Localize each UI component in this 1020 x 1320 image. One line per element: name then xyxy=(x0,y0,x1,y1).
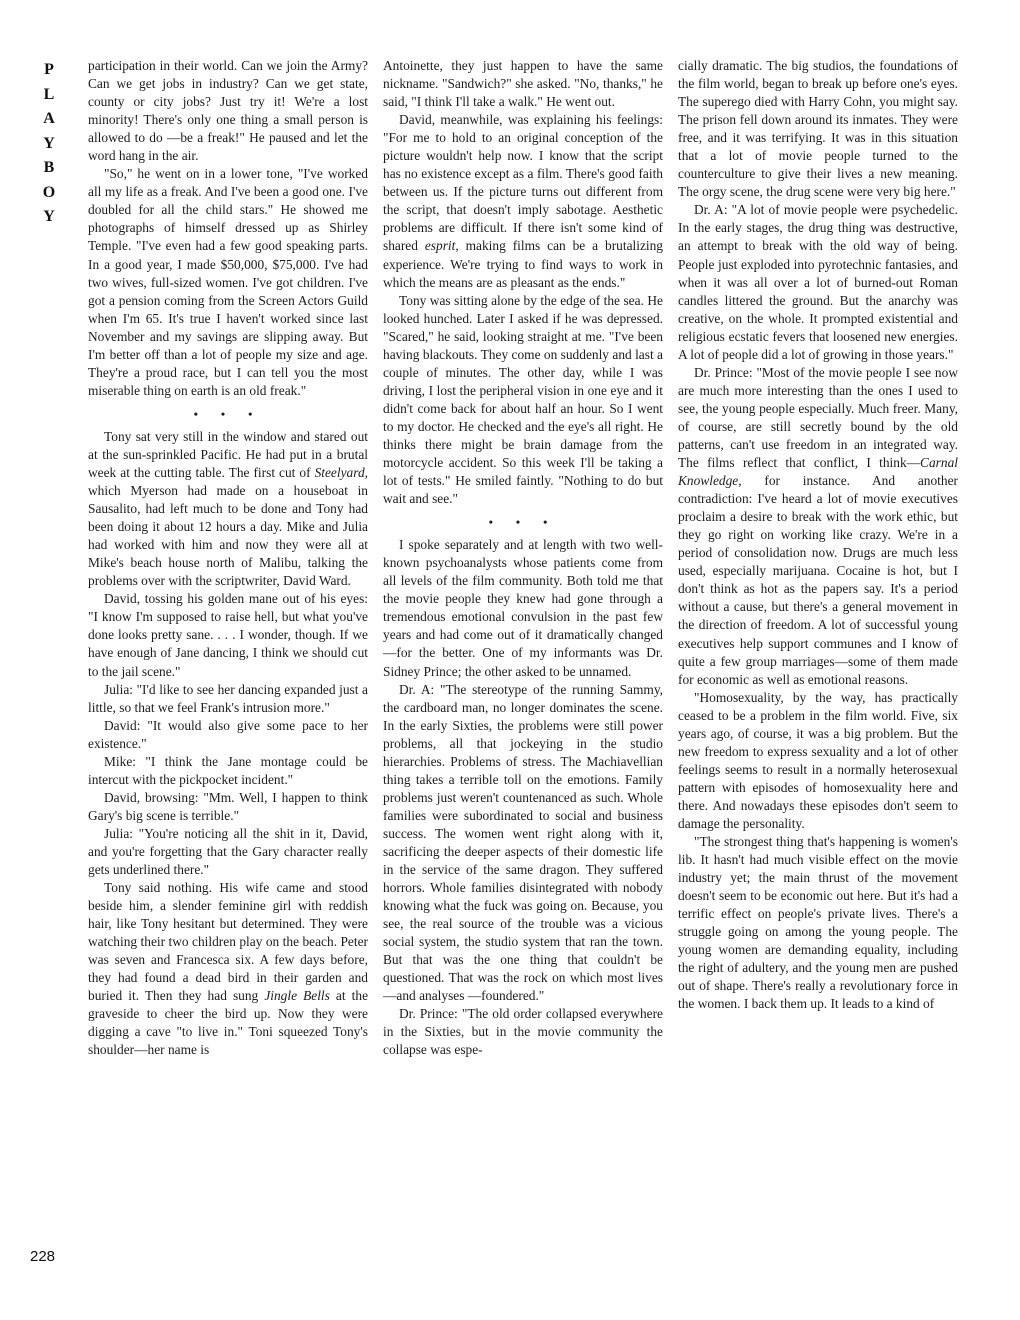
paragraph-text: at the graveside to cheer the bird up. Now they were digging a cave "to live in." Toni squeezed Tony's shoulder—her name is xyxy=(88,988,368,1058)
masthead-letter: P xyxy=(44,61,54,78)
paragraph: "So," he went on in a lower tone, "I've worked all my life as a freak. And I've been a good one. I've doubled for all the child stars." He showed me photographs of himself dressed up as Shirley Temple. "I've even had a few good speaking parts. In a good year, I made $50,000, $75,000. I've had two wives, full-sized women. I've got children. I've got a pension coming from the Screen Actors Guild when I'm 65. It's true I haven't worked since last November and my savings are slipping away. But I'm better off than a lot of people my size and age. They're a proud race, but I can tell you the most miserable thing on earth is an old freak." xyxy=(88,166,368,398)
paragraph-text: Tony said nothing. His wife came and stood beside him, a slender feminine girl with reddish hair, like Tony hesitant but determined. They were watching their two children play on the beach. Peter was seven and Francesca six. A few days before, they had found a dead bird in their garden and buried it. Then they had sung xyxy=(88,880,368,1004)
masthead-letter: Y xyxy=(43,134,55,152)
paragraph xyxy=(88,879,368,1059)
italic-word: esprit, xyxy=(424,238,459,254)
section-separator: • • • xyxy=(488,515,558,530)
paragraph: Dr. Prince: "The old order collapsed everywhere in the Sixties, but in the movie community the collapse was espe- xyxy=(383,1006,663,1058)
paragraph: Tony was sitting alone by the edge of the sea. He looked hunched. Later I asked if he was depressed. "Scared," he said, looking straight at me. "I've been having blackouts. They come on suddenly and last a couple of minutes. The other day, while I was driving, I lost the peripheral vision in one eye and it didn't come back for about half an hour. So I went to my doctor. He checked and the eye's all right. He thinks there might be brain damage from the motorcycle accident. So this week I'll be taking a lot of tests." He smiled faintly. "Nothing to do but wait and see." xyxy=(383,292,663,507)
film-title: Steelyard, xyxy=(314,464,368,480)
paragraph: Mike: "I think the Jane montage could be intercut with the pickpocket incident." xyxy=(88,753,368,787)
paragraph: "The strongest thing that's happening is women's lib. It hasn't had much visible effect on the movie industry yet; the main thrust of the movement doesn't seem to be economic out here. But it's had a terrific effect on people's private lives. There's a struggle going on among the young people. The young women are demanding equality, including the right of adultery, and the young men are pushed out of shape. There's really a revolutionary force in the women. I back them up. It leads to a kind of xyxy=(678,834,958,1012)
paragraph: David: "It would also give some pace to her existence." xyxy=(88,717,368,751)
paragraph-text: making films can be a brutalizing experience. We're trying to find ways to work in which the means are as pleasant as the ends." xyxy=(383,238,663,290)
paragraph: David, tossing his golden mane out of his eyes: "I know I'm supposed to raise hell, but what you've done looks pretty sane. . . . I wonder, though. If we have enough of Jane dancing, I think we should cut to the jail scene." xyxy=(88,591,368,679)
paragraph: Antoinette, they just happen to have the same nickname. "Sandwich?" she asked. "No, thanks," he said, "I think I'll take a walk." He went out. xyxy=(383,58,663,110)
paragraph-text: which Myerson had made on a houseboat in Sausalito, had left much to be done and Tony had been doing it about 12 hours a day. Mike and Julia had worked with him and now they were all at Mike's beach house north of Malibu, talking the problems over with the scriptwriter, David Ward. xyxy=(88,483,368,589)
article-column-1 xyxy=(88,57,368,1287)
paragraph: I spoke separately and at length with two well-known psychoanalysts whose patients come from all levels of the film community. Both told me that the movie people they knew had gone through a tremendous emotional convulsion in the past few years and had come out of it dramatically changed—for the better. One of my informants was Dr. Sidney Prince; the other asked to be unnamed. xyxy=(383,537,663,679)
masthead-letter: Y xyxy=(43,208,55,225)
masthead-letter: O xyxy=(42,183,56,201)
section-separator: • • • xyxy=(193,406,263,421)
article-column-2 xyxy=(383,57,663,1287)
paragraph-text: David, meanwhile, was explaining his feelings: "For me to hold to an original conception of the picture wouldn't help now. I know that the script has no existence except as a film. There's good faith between us. If the picture turns out different from the script, that doesn't imply sabotage. Aesthetic problems are difficult. If there isn't some kind of shared xyxy=(383,112,663,254)
paragraph: "Homosexuality, by the way, has practically ceased to be a problem in the film world. Five, six years ago, of course, it was a big problem. But the new freedom to express sexuality and a lot of other feelings seems to result in a normally heterosexual pattern with episodes of homosexuality here and there. And nowadays these episodes don't seem to damage the personality. xyxy=(678,689,958,831)
paragraph: Dr. A: "A lot of movie people were psychedelic. In the early stages, the drug thing was destructive, an attempt to break with the old way of being. People just exploded into pyrotechnic fantasies, and when it was all over a lot of burned-out Roman candles littered the ground. But the anarchy was creative, on the whole. It prompted existential and religious ecstatic fevers that loosened new energies. A lot of people did a lot of growing in those years." xyxy=(678,202,958,362)
paragraph: David, browsing: "Mm. Well, I happen to think Gary's big scene is terrible." xyxy=(88,789,368,823)
paragraph: Julia: "You're noticing all the shit in it, David, and you're forgetting that the Gary character really gets underlined there." xyxy=(88,825,368,878)
paragraph-text: for instance. And another contradiction: I've heard a lot of movie executives proclaim a desire to break with the work ethic, but they go right on working like crazy. We're in a period of consolidation now. Drugs are much less used, especially marijuana. Cocaine is hot, but I don't think as hot as the papers say. It's a period without a cause, but there's a general movement in the direction of freedom. A lot of successful young executives help support communes and I know of quite a few group marriages—some of them made for economic as well as emotional reasons. xyxy=(678,473,958,687)
masthead-letter: B xyxy=(43,159,55,176)
magazine-masthead xyxy=(24,58,74,230)
masthead-letter: A xyxy=(43,110,55,127)
paragraph: Julia: "I'd like to see her dancing expanded just a little, so that we feel Frank's intrusion more." xyxy=(88,681,368,715)
song-title: Jingle Bells xyxy=(264,988,330,1004)
paragraph-text: Dr. Prince: "Most of the movie people I see now are much more interesting than the ones I used to see, the young people especially. Much freer. Many, of course, are still secretly bound by the old patterns, can't use freedom in an integrated way. The films reflect that conflict, I think— xyxy=(678,364,958,471)
article-column-3 xyxy=(678,57,958,1287)
paragraph xyxy=(383,111,663,291)
paragraph: cially dramatic. The big studios, the foundations of the film world, began to break up before one's eyes. The superego died with Harry Cohn, you might say. The prison fell down around its inmates. They were free, and it was terrifying. It was in this situation that a lot of movie people turned to the counterculture to give their lives a new meaning. The orgy scene, the drug scene were very big here." xyxy=(678,58,958,200)
paragraph: Dr. A: "The stereotype of the running Sammy, the cardboard man, no longer dominates the scene. In the early Sixties, the problems were still power problems, all that jockeying in the studio hierarchies. Problems of stress. The Machiavellian thing takes a terrible toll on the emotions. Family problems just weren't countenanced as such. Whole families were subordinated to social and business success. The women went right along with it, sacrificing the deeper aspects of their domestic life in the service of the same dragon. They suffered horrors. Whole families disintegrated with nobody knowing what the fuck was going on. Because, you see, the real source of the trouble was a vicious social system, the studio system that ran the town. But that was the one thing that couldn't be questioned. That was the rock on which most lives—and analyses —foundered." xyxy=(383,681,663,1004)
paragraph-text: Tony sat very still in the window and stared out at the sun-sprinkled Pacific. He had put in a brutal week at the cutting table. The first cut of xyxy=(88,428,368,480)
paragraph: participation in their world. Can we join the Army? Can we get jobs in industry? Can we get state, county or city jobs? Just try it! We're a lost minority! There's only one thing a small person is allowed to do —be a freak!" He paused and let the word hang in the air. xyxy=(88,58,368,164)
paragraph xyxy=(88,428,368,590)
paragraph xyxy=(678,364,958,689)
page-number: 228 xyxy=(30,1248,56,1265)
masthead-letter: L xyxy=(43,85,55,103)
film-title: Carnal Knowledge, xyxy=(678,455,958,489)
